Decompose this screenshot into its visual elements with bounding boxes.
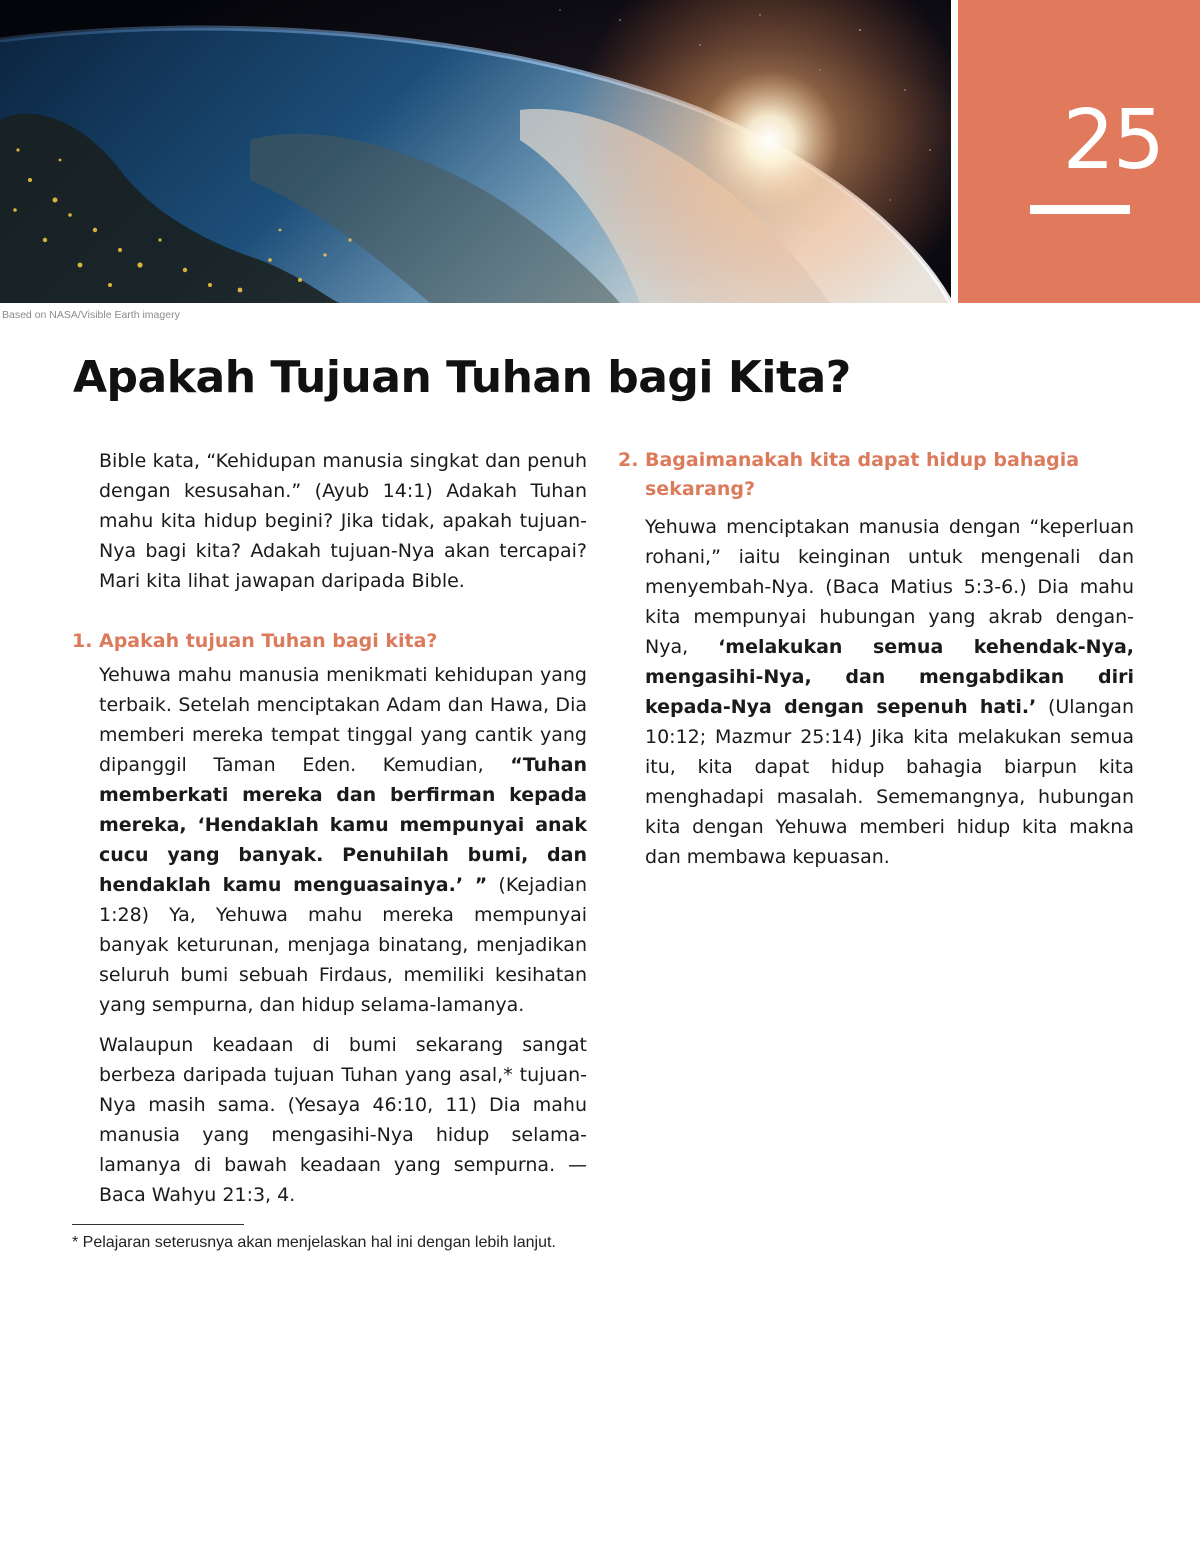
left-column — [72, 446, 587, 1253]
footnote: * Pelajaran seterusnya akan menjelaskan hal ini dengan lebih lanjut. — [72, 1234, 556, 1251]
intro-paragraph: Bible kata, “Kehidupan manusia singkat dan penuh dengan kesusahan.” (Ayub 14:1) Adakah Tuhan mahu kita hidup begini? Jika tidak, apakah tujuan-Nya bagi kita? Adakah tujuan-Nya akan tercapai? Mari kita lihat jawapan daripada Bible. — [99, 450, 587, 592]
page-title: Apakah Tujuan Tuhan bagi Kita? — [73, 352, 851, 403]
section-2-title: Bagaimanakah kita dapat hidup bahagia sekarang? — [645, 449, 1080, 500]
chapter-number: 25 — [1062, 93, 1163, 188]
section-1-p1-quote: “Tuhan memberkati mereka dan berfirman kepada mereka, ‘Hendaklah kamu mempunyai anak cucu yang banyak. Penuhilah bumi, dan hendaklah kamu menguasainya.’ ” — [99, 754, 587, 896]
right-column — [618, 446, 1134, 872]
section-2-paragraph-1 — [618, 512, 1134, 872]
section-1-title: Apakah tujuan Tuhan bagi kita? — [99, 630, 438, 652]
section-1-heading — [72, 627, 587, 656]
section-2-heading — [618, 446, 1134, 504]
section-2-p1-quote: ‘melakukan semua kehendak-Nya, mengasihi-Nya, dan mengabdikan diri kepada-Nya dengan sepenuh hati.’ — [645, 636, 1134, 718]
section-2-number: 2. — [618, 449, 639, 471]
footnote-divider — [72, 1224, 244, 1225]
image-credit: Based on NASA/Visible Earth imagery — [2, 309, 180, 321]
chapter-badge — [958, 0, 1200, 303]
earth-illustration — [0, 0, 951, 303]
section-1-number: 1. — [72, 630, 93, 652]
earth-image — [0, 0, 951, 303]
section-1-paragraph-1 — [72, 660, 587, 1020]
chapter-underline — [1030, 205, 1130, 214]
section-2-p1-text-end: (Ulangan 10:12; Mazmur 25:14) Jika kita melakukan semua itu, kita dapat hidup bahagia biarpun kita menghadapi masalah. Sememangnya, hubungan kita dengan Yehuwa memberi hidup kita makna dan membawa kepuasan. — [645, 696, 1134, 868]
section-1-p1-text-end: (Kejadian 1:28) Ya, Yehuwa mahu mereka mempunyai banyak keturunan, menjaga binatang, menjadikan seluruh bumi sebuah Firdaus, memiliki kesihatan yang sempurna, dan hidup selama-lamanya. — [99, 874, 587, 1016]
section-1-p1-text: Yehuwa mahu manusia menikmati kehidupan yang terbaik. Setelah menciptakan Adam dan Hawa, Dia memberi mereka tempat tinggal yang cantik yang dipanggil Taman Eden. Kemudian, — [99, 664, 587, 776]
section-1-paragraph-2: Walaupun keadaan di bumi sekarang sangat berbeza daripada tujuan Tuhan yang asal,* tujuan-Nya masih sama. (Yesaya 46:10, 11) Dia mahu manusia yang mengasihi-Nya hidup selama-lamanya di bawah keadaan yang sempurna. —Baca Wahyu 21:3, 4. — [99, 1034, 587, 1206]
section-2-p1-text: Yehuwa menciptakan manusia dengan “keperluan rohani,” iaitu keinginan untuk mengenali dan menyembah-Nya. (Baca Matius 5:3-6.) Dia mahu kita mempunyai hubungan yang akrab dengan-Nya, — [645, 516, 1134, 658]
